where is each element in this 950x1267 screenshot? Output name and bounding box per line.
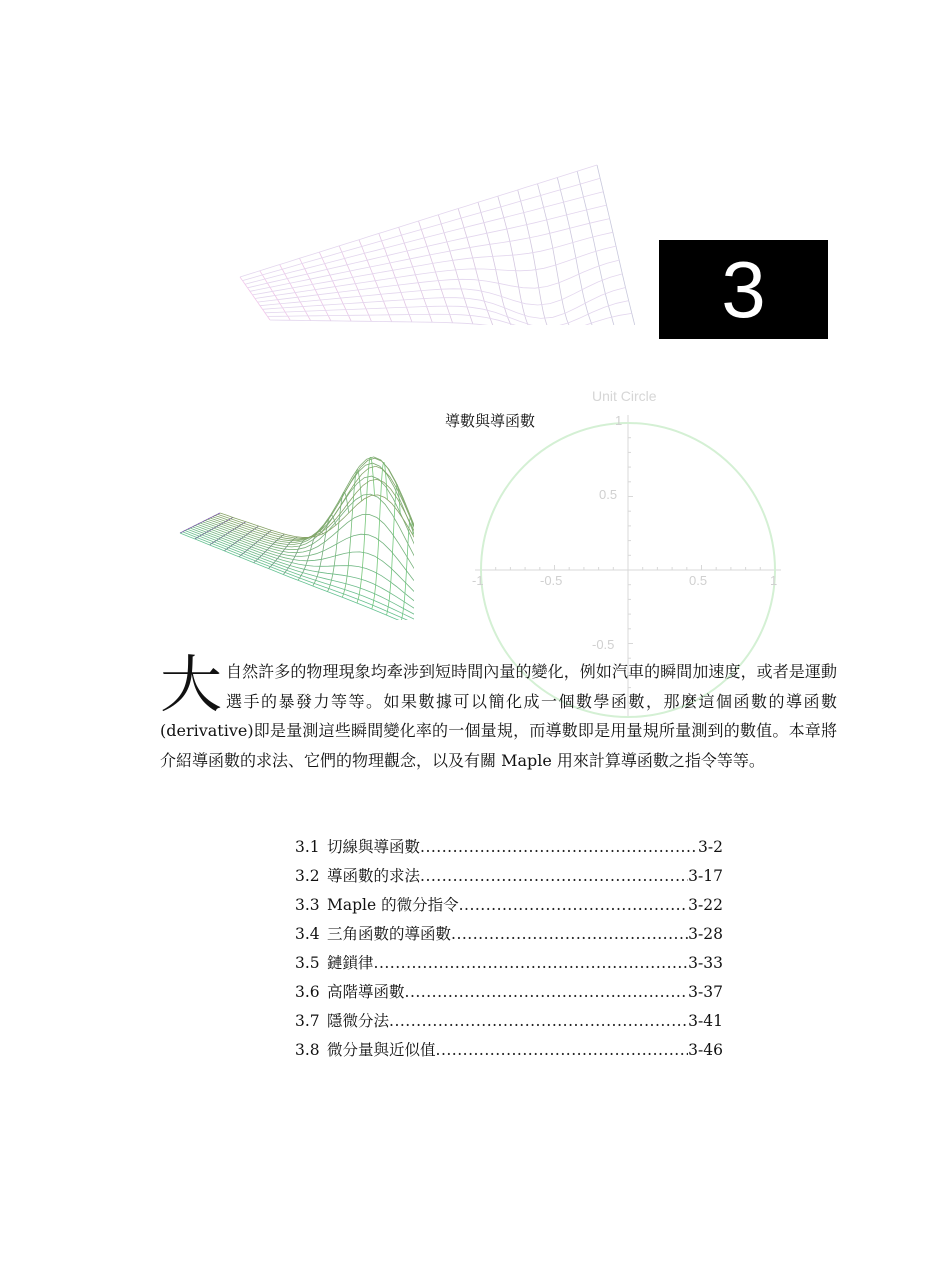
chapter-title: 導數與導函數 bbox=[445, 412, 536, 430]
toc-leader-dots bbox=[420, 838, 698, 856]
toc-page-number: 3-28 bbox=[688, 925, 723, 943]
surface-mesh-line bbox=[387, 485, 401, 615]
toc-section-title: 三角函數的導函數 bbox=[327, 925, 452, 943]
toc-section-number: 3.1 bbox=[295, 838, 320, 856]
tick-label-x-neg1: -1 bbox=[472, 573, 484, 588]
mesh-line bbox=[250, 219, 610, 292]
mesh-line bbox=[498, 196, 534, 325]
surface-mesh-line bbox=[203, 494, 419, 569]
mesh-line bbox=[597, 165, 635, 325]
toc-entry[interactable] bbox=[295, 951, 723, 980]
toc-leader-dots bbox=[436, 1041, 689, 1059]
toc-leader-dots bbox=[451, 925, 688, 943]
tick-label-y-05: 0.5 bbox=[599, 487, 618, 502]
surface-mesh-line bbox=[198, 524, 419, 588]
plot-title: Unit Circle bbox=[592, 388, 657, 404]
toc-entry[interactable] bbox=[295, 1009, 723, 1038]
mesh-line bbox=[265, 301, 629, 325]
toc-page-number: 3-22 bbox=[688, 896, 723, 914]
chapter-number: 3 bbox=[721, 244, 766, 334]
toc-page-number: 3-37 bbox=[688, 983, 723, 1001]
toc-page-number: 3-46 bbox=[688, 1041, 723, 1059]
decorative-mesh-surface bbox=[235, 160, 635, 325]
toc-section-title: 鏈鎖律 bbox=[327, 954, 374, 972]
toc-section-number: 3.3 bbox=[295, 896, 320, 914]
toc-leader-dots bbox=[389, 1012, 688, 1030]
toc-section-number: 3.8 bbox=[295, 1041, 320, 1059]
toc-section-title: 切線與導函數 bbox=[327, 838, 421, 856]
toc-section-number: 3.6 bbox=[295, 983, 320, 1001]
toc-leader-dots bbox=[374, 954, 689, 972]
intro-text: 自然許多的物理現象均牽涉到短時間內量的變化，例如汽車的瞬間加速度，或者是運動選手的暴發力等等。如果數據可以簡化成一個數學函數，那麼這個函數的導函數(derivative)即是量測這些瞬間變化率的一個量規，而導數即是用量規所量測到的數值。本章將介紹導函數的求法、它們的物理觀念，以及有關 Maple 用來計算導函數之指令等等。 bbox=[160, 662, 837, 770]
drop-cap: 大 bbox=[160, 648, 223, 721]
toc-entry[interactable] bbox=[295, 864, 723, 893]
surface-plot-graphic bbox=[178, 415, 418, 620]
mesh-line bbox=[245, 192, 603, 285]
toc-leader-dots bbox=[459, 896, 689, 914]
toc-section-title: 隱微分法 bbox=[327, 1012, 390, 1030]
toc-section-number: 3.2 bbox=[295, 867, 320, 885]
tick-label-y-neg05: -0.5 bbox=[592, 637, 615, 652]
toc-section-number: 3.4 bbox=[295, 925, 320, 943]
surface-mesh-line bbox=[416, 549, 418, 620]
toc-leader-dots bbox=[420, 867, 688, 885]
tick-label-y-1: 1 bbox=[615, 413, 623, 428]
toc-entry[interactable] bbox=[295, 980, 723, 1009]
toc-section-number: 3.5 bbox=[295, 954, 320, 972]
toc-section-number: 3.7 bbox=[295, 1012, 320, 1030]
toc-page-number: 3-2 bbox=[698, 838, 723, 856]
toc-page-number: 3-41 bbox=[688, 1012, 723, 1030]
tick-label-x-05: 0.5 bbox=[689, 573, 708, 588]
toc-section-title: 導函數的求法 bbox=[327, 867, 421, 885]
toc-page-number: 3-33 bbox=[688, 954, 723, 972]
mesh-line bbox=[478, 202, 513, 325]
toc-entry[interactable] bbox=[295, 1038, 723, 1067]
toc-section-title: 微分量與近似值 bbox=[327, 1041, 436, 1059]
toc-entry[interactable] bbox=[295, 893, 723, 922]
mesh-line bbox=[538, 184, 575, 325]
toc-entry[interactable] bbox=[295, 922, 723, 951]
toc-section-title: 高階導函數 bbox=[327, 983, 405, 1001]
chapter-number-box bbox=[659, 240, 828, 339]
mesh-line bbox=[270, 320, 635, 325]
mesh-line bbox=[263, 288, 626, 319]
toc-leader-dots bbox=[405, 983, 689, 1001]
table-of-contents bbox=[295, 835, 723, 1067]
tick-label-x-neg05: -0.5 bbox=[540, 573, 563, 588]
tick-label-x-1: 1 bbox=[770, 573, 778, 588]
toc-entry[interactable] bbox=[295, 835, 723, 864]
toc-page-number: 3-17 bbox=[688, 867, 723, 885]
toc-section-title: Maple 的微分指令 bbox=[327, 896, 459, 914]
mesh-line bbox=[458, 209, 493, 325]
intro-paragraph bbox=[160, 648, 837, 775]
